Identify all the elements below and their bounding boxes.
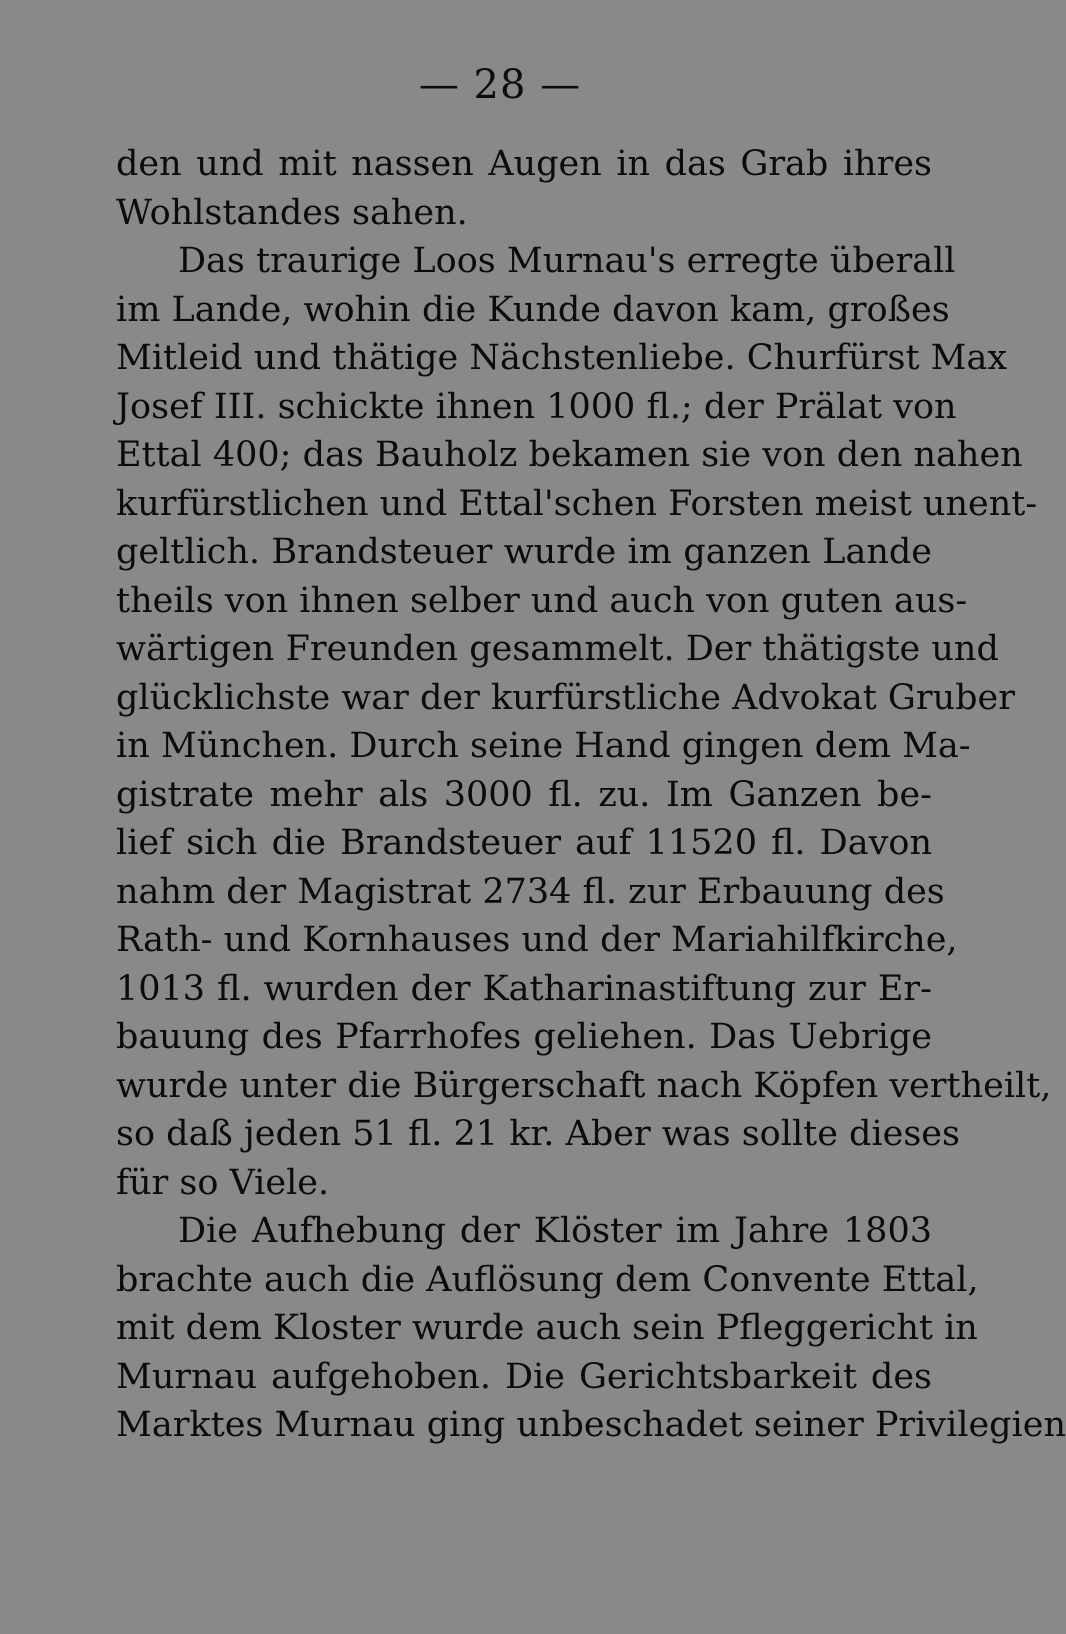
- text-line: den und mit nassen Augen in das Grab ihres: [116, 144, 932, 184]
- text-line: Rath- und Kornhauses und der Mariahilfkirche,: [116, 920, 958, 960]
- text-line: wurde unter die Bürgerschaft nach Köpfen vertheilt,: [116, 1065, 1052, 1106]
- text-line: brachte auch die Auflösung dem Convente Ettal,: [116, 1259, 979, 1300]
- text-line: Mitleid und thätige Nächstenliebe. Churfürst Max: [116, 338, 1008, 378]
- page-number: — 28 —: [418, 62, 582, 108]
- text-line: im Lande, wohin die Kunde davon kam, großes: [116, 289, 950, 330]
- text-line: kurfürstlichen und Ettal'schen Forsten meist unent-: [116, 483, 1038, 524]
- text-line: wärtigen Freunden gesammelt. Der thätigste und: [116, 629, 999, 669]
- text-line: Die Aufhebung der Klöster im Jahre 1803: [178, 1211, 932, 1251]
- body-text: [116, 140, 1066, 1450]
- text-line: gistrate mehr als 3000 fl. zu. Im Ganzen be-: [116, 774, 932, 815]
- text-line: in München. Durch seine Hand gingen dem Ma-: [116, 726, 971, 766]
- text-line: Ettal 400; das Bauholz bekamen sie von den nahen: [116, 435, 1023, 475]
- text-line: Murnau aufgehoben. Die Gerichtsbarkeit des: [116, 1356, 932, 1397]
- text-line: 1013 fl. wurden der Katharinastiftung zur Er-: [116, 968, 932, 1009]
- text-line: bauung des Pfarrhofes geliehen. Das Uebrige: [116, 1017, 932, 1057]
- text-line: Josef III. schickte ihnen 1000 fl.; der Prälat von: [116, 386, 957, 427]
- text-line: theils von ihnen selber und auch von guten aus-: [116, 580, 968, 621]
- text-line: glücklichste war der kurfürstliche Advokat Gruber: [116, 677, 1015, 718]
- text-line: Marktes Murnau ging unbeschadet seiner Privilegien: [116, 1405, 1066, 1445]
- text-line: lief sich die Brandsteuer auf 11520 fl. Davon: [116, 823, 932, 863]
- text-line: so daß jeden 51 fl. 21 kr. Aber was sollte dieses: [116, 1114, 960, 1154]
- text-line: mit dem Kloster wurde auch sein Pfleggericht in: [116, 1308, 978, 1348]
- text-line: Wohlstandes sahen.: [116, 192, 468, 233]
- text-line: geltlich. Brandsteuer wurde im ganzen Lande: [116, 532, 932, 572]
- text-line: nahm der Magistrat 2734 fl. zur Erbauung des: [116, 871, 945, 912]
- text-line: Das traurige Loos Murnau's erregte überall: [178, 241, 956, 281]
- text-line: für so Viele.: [116, 1162, 330, 1203]
